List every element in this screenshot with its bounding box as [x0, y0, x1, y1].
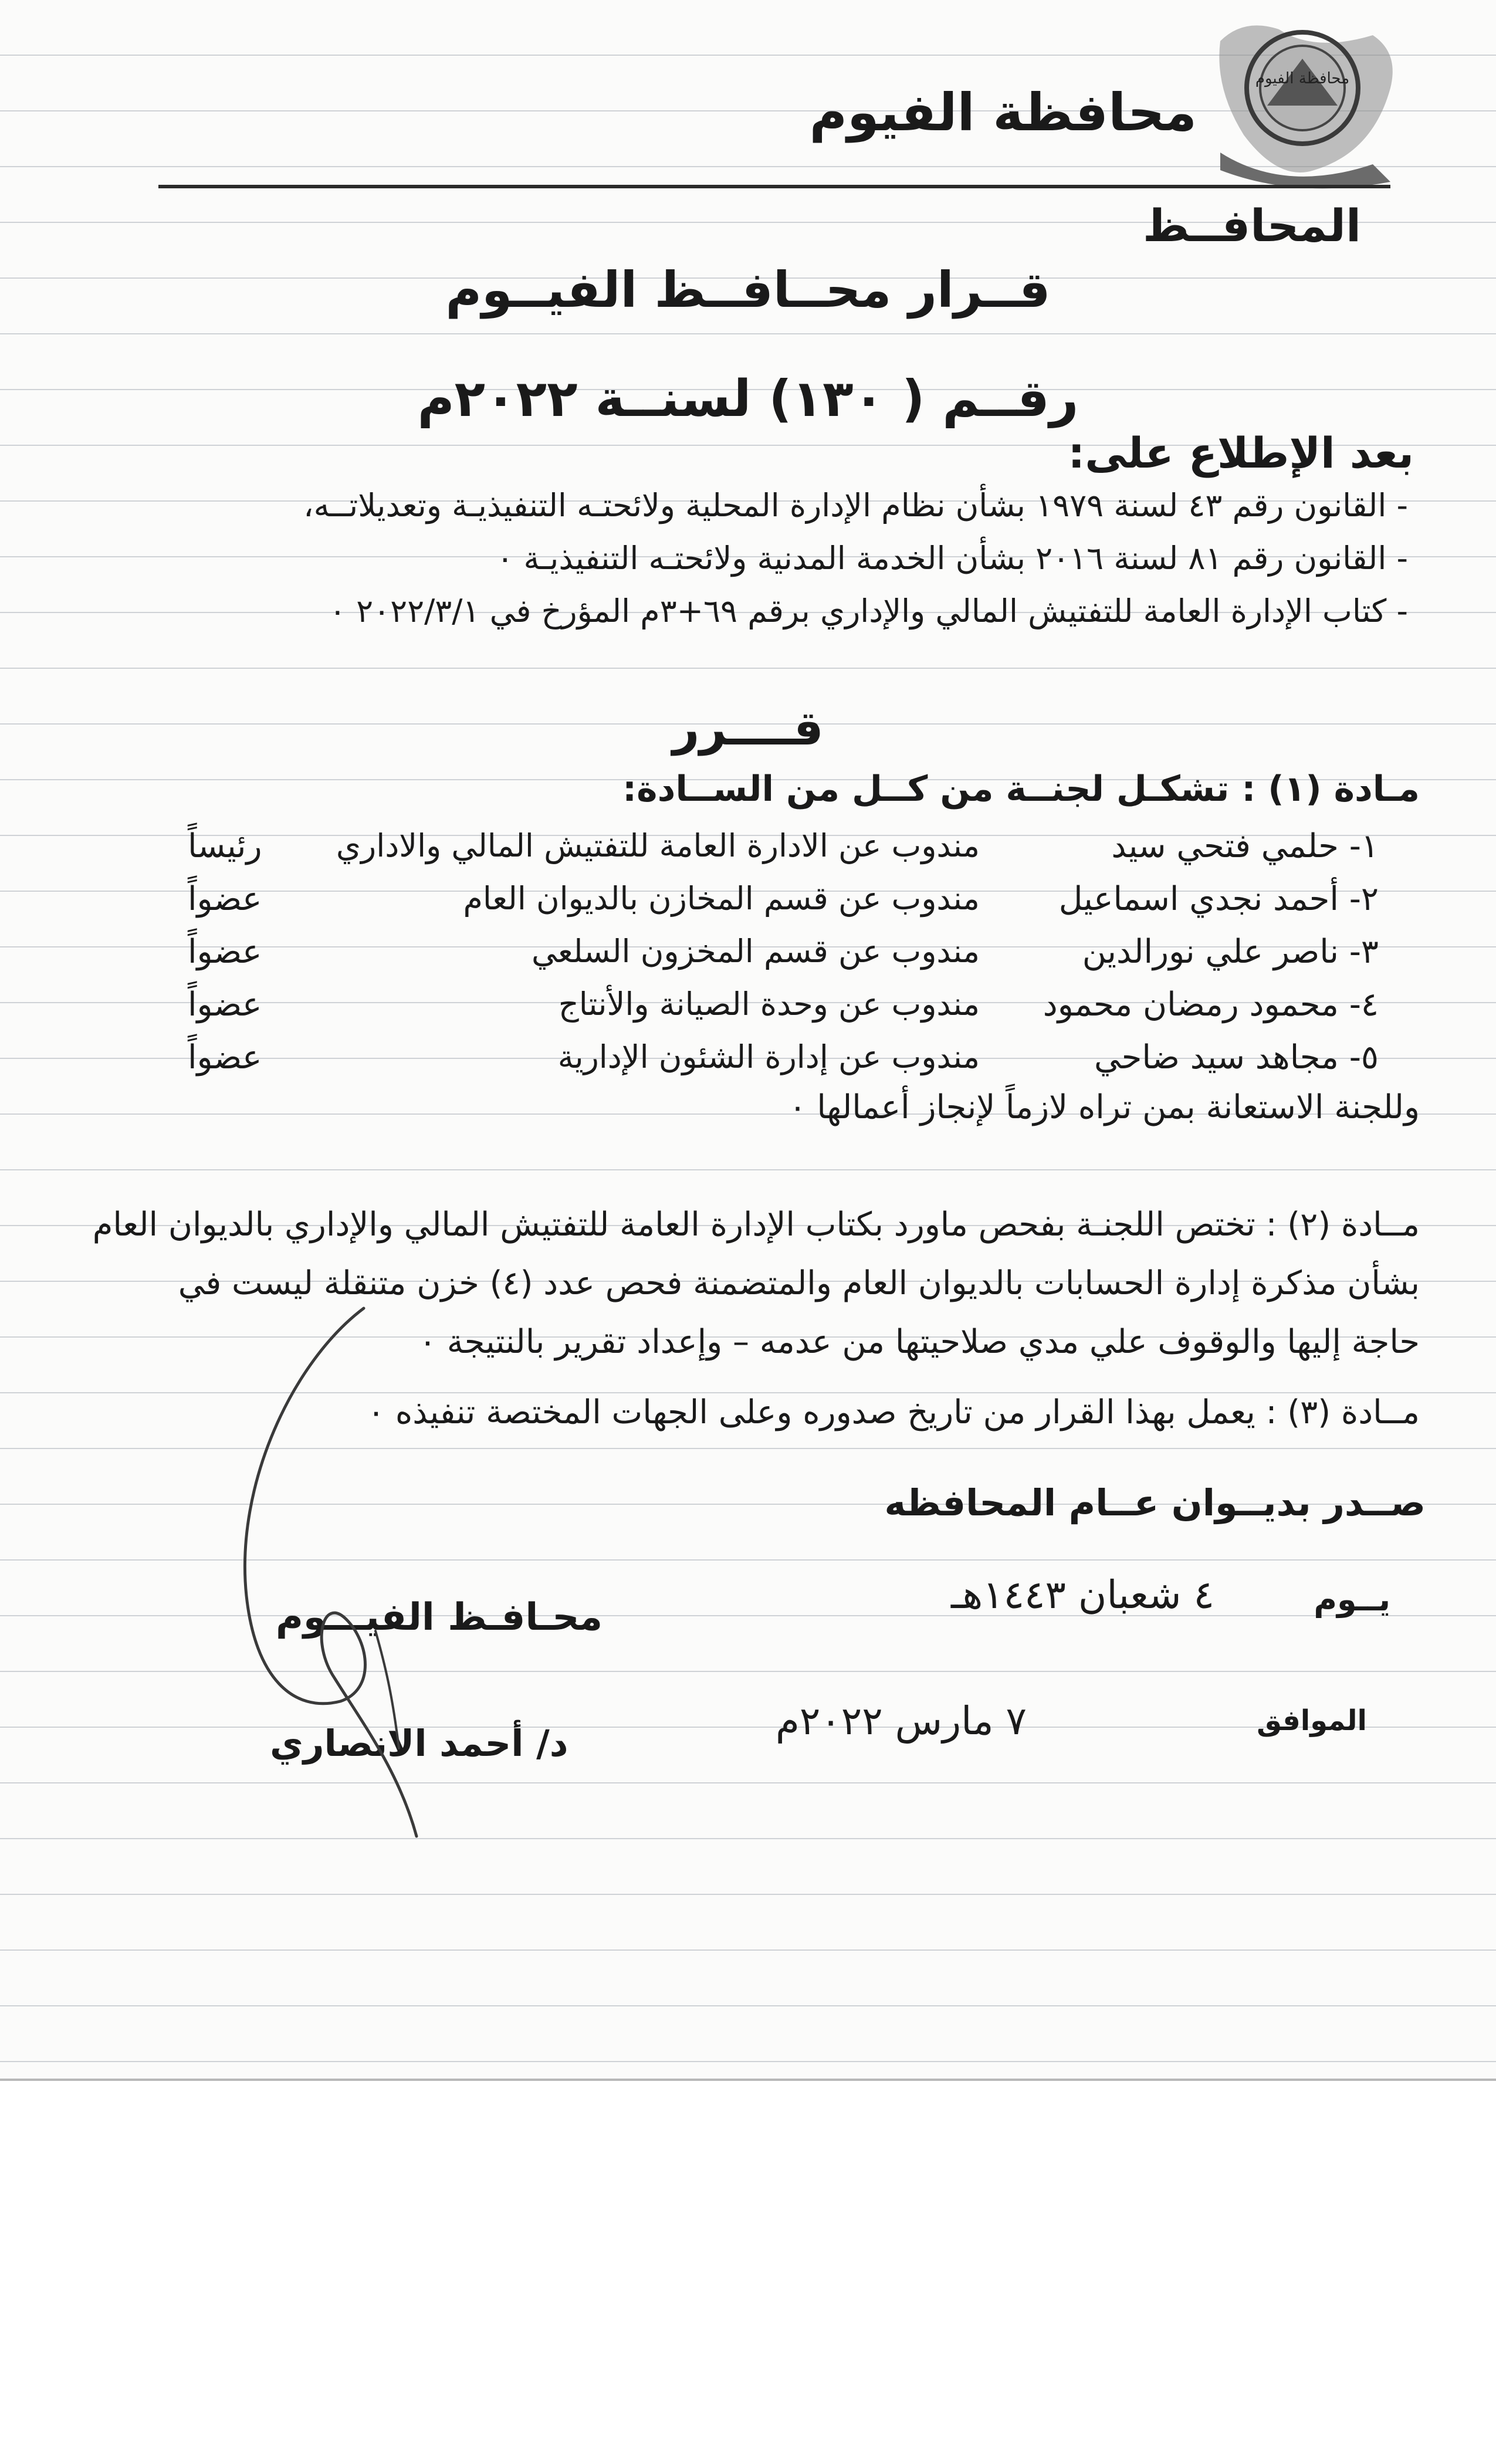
article-3: مــادة (٣) : يعمل بهذا القرار من تاريخ صدوره وعلى الجهات المختصة تنفيذه ٠: [367, 1393, 1420, 1431]
member-role: رئيساً: [188, 827, 262, 865]
member-role: عضواً: [188, 986, 262, 1024]
member-name: ٣- ناصر علي نورالدين: [1082, 933, 1379, 971]
member-desc: مندوب عن إدارة الشئون الإدارية: [557, 1038, 980, 1075]
article-1-heading: مـادة (١) : تشكـل لجنــة من كــل من الســادة:: [622, 769, 1420, 810]
article-1-note: وللجنة الاستعانة بمن تراه لازماً لإنجاز أعمالها ٠: [788, 1088, 1420, 1126]
corresponding-label: الموافق: [1257, 1704, 1367, 1737]
preamble-item: - كتاب الإدارة العامة للتفتيش المالي والإداري برقم ٦٩+٣م المؤرخ في ٢٠٢٢/٣/١ ٠: [329, 593, 1408, 629]
article-2-line: حاجة إليها والوقوف علي مدي صلاحيتها من عدمه – وإعداد تقرير بالنتيجة ٠: [418, 1323, 1420, 1361]
member-desc: مندوب عن قسم المخازن بالديوان العام: [463, 880, 980, 917]
article-2-line: مــادة (٢) : تختص اللجنـة بفحص ماورد بكتاب الإدارة العامة للتفتيش المالي والإداري بالديوان العام: [92, 1206, 1420, 1244]
member-name: ٤- محمود رمضان محمود: [1043, 986, 1379, 1024]
preamble-item: - القانون رقم ٨١ لسنة ٢٠١٦ بشأن الخدمة المدنية ولائحتـه التنفيذيـة ٠: [496, 540, 1408, 577]
office-label: المحافــظ: [1143, 199, 1361, 252]
seal-text: محافظة الفيوم: [1255, 70, 1350, 87]
decree-title: قــرار محــافــظ الفيــوم: [445, 261, 1051, 319]
member-name: ٢- أحمد نجدي اسماعيل: [1058, 880, 1379, 918]
day-label: يــوم: [1314, 1581, 1390, 1618]
preamble-item: - القانون رقم ٤٣ لسنة ١٩٧٩ بشأن نظام الإدارة المحلية ولائحتـه التنفيذيـة وتعديلاتــه،: [303, 487, 1408, 524]
hijri-date: ٤ شعبان ١٤٤٣هـ: [951, 1572, 1214, 1617]
header-divider: [158, 185, 1390, 188]
decided-heading: قــــرر: [672, 701, 824, 756]
member-role: عضواً: [188, 933, 262, 971]
sheet-bottom-edge: [0, 2079, 1496, 2081]
signatory-title: محـافـظ الفيـــوم: [276, 1596, 603, 1639]
issued-at: صــدر بديــوان عــام المحافظه: [884, 1481, 1426, 1524]
member-role: عضواً: [188, 1038, 262, 1077]
member-name: ٥- مجاهد سيد ضاحي: [1094, 1038, 1379, 1077]
member-desc: مندوب عن الادارة العامة للتفتيش المالي والاداري: [336, 827, 980, 864]
preamble-heading: بعد الإطلاع على:: [1068, 428, 1414, 478]
decree-number: رقــم ( ١٣٠) لسنــة ٢٠٢٢م: [417, 370, 1079, 428]
member-name: ١- حلمي فتحي سيد: [1111, 827, 1379, 865]
signatory-name: د/ أحمد الانصاري: [270, 1722, 568, 1765]
gregorian-date: ٧ مارس ٢٠٢٢م: [776, 1698, 1027, 1744]
governorate-name: محافظة الفيوم: [809, 82, 1197, 143]
member-desc: مندوب عن وحدة الصيانة والأنتاج: [558, 986, 980, 1023]
article-2-line: بشأن مذكرة إدارة الحسابات بالديوان العام والمتضمنة فحص عدد (٤) خزن متنقلة ليست في: [178, 1264, 1420, 1302]
handwritten-signature: [223, 1291, 516, 1848]
member-role: عضواً: [188, 880, 262, 918]
fayoum-governorate-seal-icon: [1197, 18, 1408, 194]
member-desc: مندوب عن قسم المخزون السلعي: [531, 933, 980, 970]
